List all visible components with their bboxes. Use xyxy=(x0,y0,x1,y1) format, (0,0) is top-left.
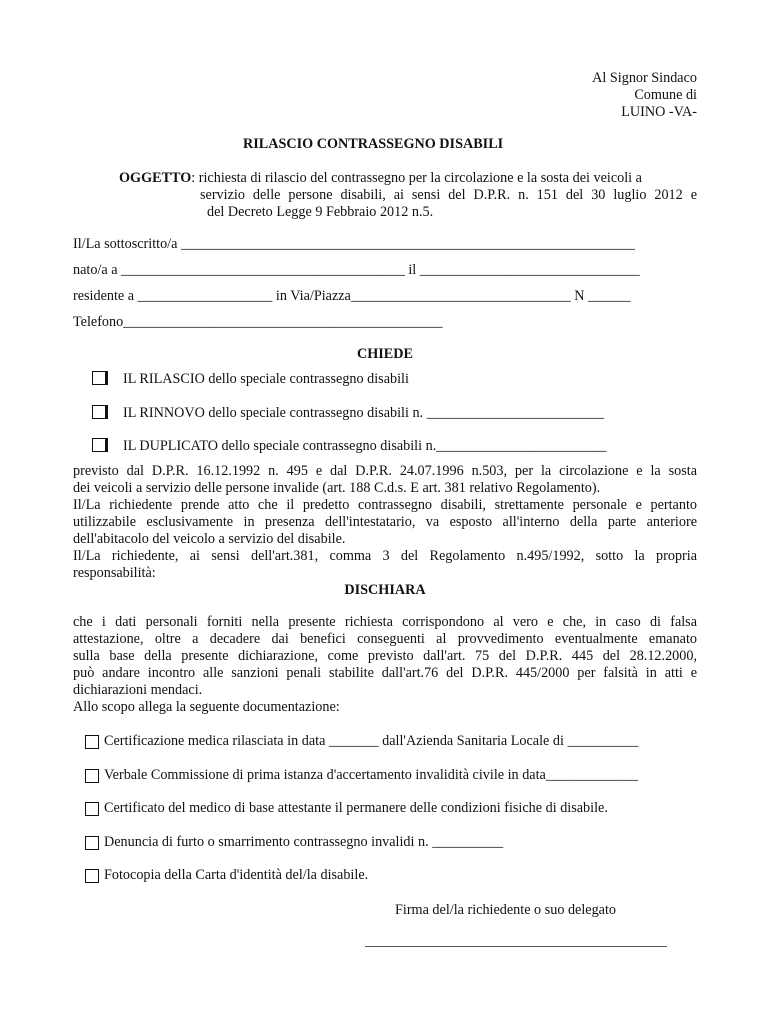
recipient-line-2: Comune di xyxy=(634,87,697,103)
body-p1-line-2: dei veicoli a servizio delle persone invalide (art. 188 C.d.s. E art. 381 relativo Regolamento). xyxy=(73,480,601,496)
allegato-verbale-commissione: Verbale Commissione di prima istanza d'accertamento invalidità civile in data_____________ xyxy=(104,767,639,783)
checkbox-rilascio[interactable] xyxy=(92,371,106,385)
option-rinnovo-label: IL RINNOVO dello speciale contrassegno disabili n. _________________________ xyxy=(123,405,604,421)
option-rilascio-label: IL RILASCIO dello speciale contrassegno disabili xyxy=(123,371,409,387)
body-p2-line-3: dell'abitacolo del veicolo a servizio del disabile. xyxy=(73,531,346,547)
dichiara-line-4: può andare incontro alle sanzioni penali stabilite dall'art.76 del D.P.R. 445/2000 per falsità in atti e xyxy=(73,665,697,681)
checkbox-denuncia-furto[interactable] xyxy=(85,836,99,850)
subject-text-1: : richiesta di rilascio del contrassegno per la circolazione e la sosta dei veicoli a xyxy=(191,170,642,186)
field-nato[interactable]: nato/a a ________________________________________ il _______________________________ xyxy=(73,262,640,278)
checkbox-fotocopia-carta-identita[interactable] xyxy=(85,869,99,883)
dichiara-line-2: attestazione, oltre a decadere dai benefici conseguenti al provvedimento eventualmente emanato xyxy=(73,631,697,647)
checkbox-duplicato[interactable] xyxy=(92,438,106,452)
subject-label: OGGETTO xyxy=(119,170,192,186)
allegato-certificazione-medica: Certificazione medica rilasciata in data _______ dall'Azienda Sanitaria Locale di __________ xyxy=(104,733,639,749)
body-p2-line-1: Il/La richiedente prende atto che il predetto contrassegno disabili, strettamente personale e pertanto xyxy=(73,497,697,513)
chiede-heading: CHIEDE xyxy=(357,346,413,362)
option-duplicato-label: IL DUPLICATO dello speciale contrassegno disabili n.________________________ xyxy=(123,438,607,454)
dichiara-line-5: dichiarazioni mendaci. xyxy=(73,682,203,698)
body-p3-line-1: Il/La richiedente, ai sensi dell'art.381, comma 3 del Regolamento n.495/1992, sotto la propria xyxy=(73,548,697,564)
recipient-line-3: LUINO -VA- xyxy=(621,104,697,120)
dichiara-heading: DISCHIARA xyxy=(344,582,426,598)
allegato-denuncia-furto: Denuncia di furto o smarrimento contrassegno invalidi n. __________ xyxy=(104,834,504,850)
dichiara-line-3: sulla base della presente dichiarazione, come previsto dall'art. 75 del D.P.R. 445 del 28.12.2000, xyxy=(73,648,697,664)
subject-line-3: del Decreto Legge 9 Febbraio 2012 n.5. xyxy=(207,204,434,220)
checkbox-certificato-medico-base[interactable] xyxy=(85,802,99,816)
subject-line-2: servizio delle persone disabili, ai sensi del D.P.R. n. 151 del 30 luglio 2012 e xyxy=(200,187,697,203)
document-title: RILASCIO CONTRASSEGNO DISABILI xyxy=(243,136,504,152)
field-sottoscritto[interactable]: Il/La sottoscritto/a ________________________________________________________________ xyxy=(73,236,635,252)
dichiara-line-6: Allo scopo allega la seguente documentazione: xyxy=(73,699,340,715)
firma-label: Firma del/la richiedente o suo delegato xyxy=(395,902,617,918)
dichiara-line-1: che i dati personali forniti nella presente richiesta corrispondono al vero e che, in caso di falsa xyxy=(73,614,697,630)
checkbox-certificazione-medica[interactable] xyxy=(85,735,99,749)
signature-line[interactable] xyxy=(365,946,667,947)
field-telefono[interactable]: Telefono_____________________________________________ xyxy=(73,314,443,330)
checkbox-rinnovo[interactable] xyxy=(92,405,106,419)
allegato-certificato-medico-base: Certificato del medico di base attestante il permanere delle condizioni fisiche di disabile. xyxy=(104,800,608,816)
checkbox-verbale-commissione[interactable] xyxy=(85,769,99,783)
field-residente[interactable]: residente a ___________________ in Via/Piazza_______________________________ N ______ xyxy=(73,288,631,304)
body-p1-line-1: previsto dal D.P.R. 16.12.1992 n. 495 e dal D.P.R. 24.07.1996 n.503, per la circolazione e la sosta xyxy=(73,463,697,479)
allegato-fotocopia-carta-identita: Fotocopia della Carta d'identità del/la disabile. xyxy=(104,867,369,883)
body-p2-line-2: utilizzabile esclusivamente in presenza dell'intestatario, va esposto all'interno della parte anteriore xyxy=(73,514,697,530)
recipient-line-1: Al Signor Sindaco xyxy=(592,70,697,86)
body-p3-line-2: responsabilità: xyxy=(73,565,156,581)
subject-line-1 xyxy=(119,170,697,187)
